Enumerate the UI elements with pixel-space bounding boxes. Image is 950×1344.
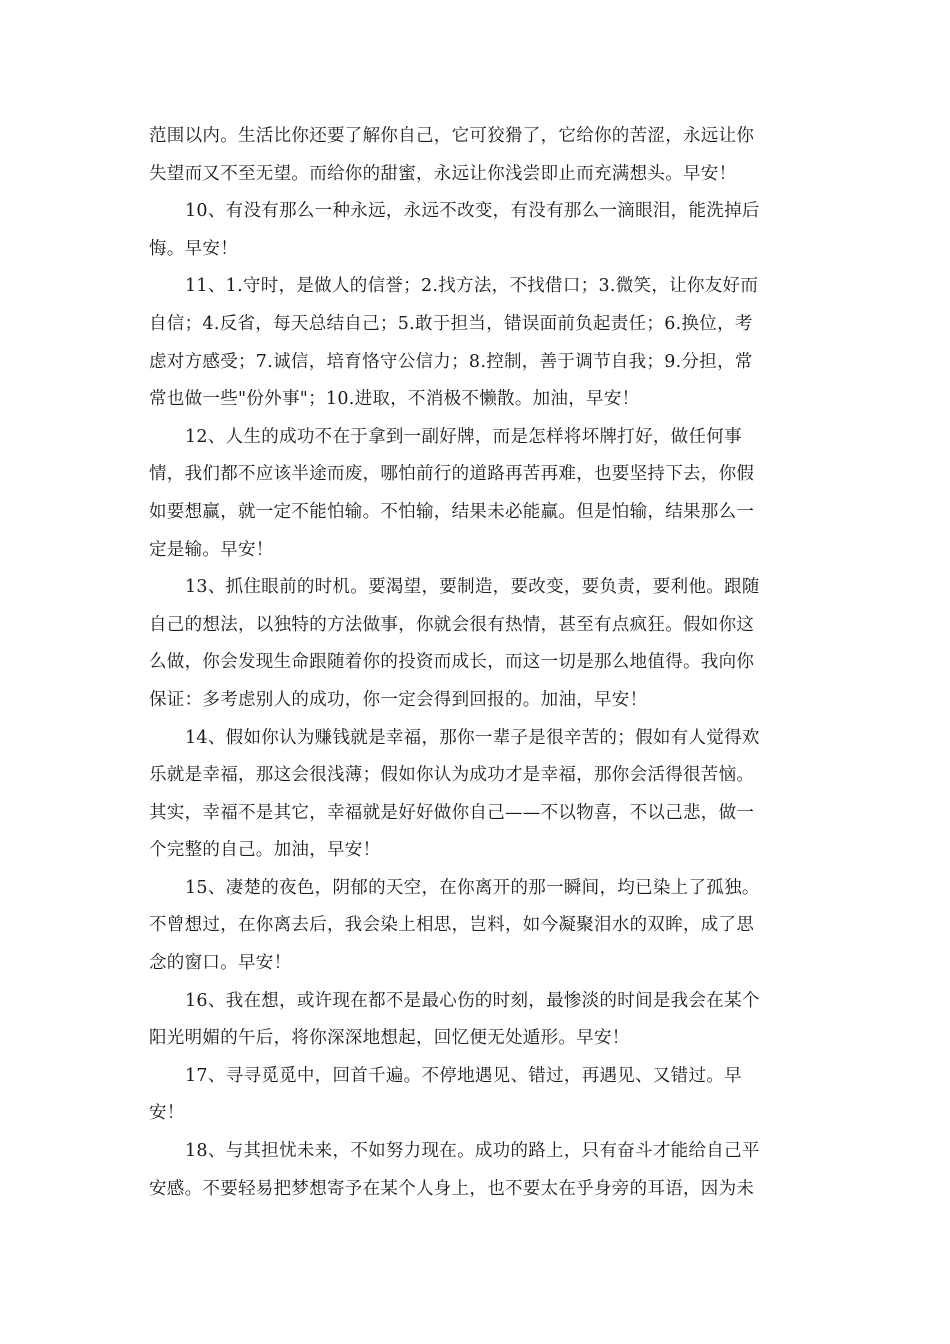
text-line: 乐就是幸福，那这会很浅薄；假如你认为成功才是幸福，那你会活得很苦恼。 <box>149 765 755 786</box>
text-line: 个完整的自己。加油，早安！ <box>149 840 381 861</box>
text-line: 定是输。早安！ <box>149 539 274 560</box>
text-line: 保证：多考虑别人的成功，你一定会得到回报的。加油，早安！ <box>149 689 648 710</box>
paragraph-12-line: 12、人生的成功不在于拿到一副好牌，而是怎样将坏牌打好，做任何事 <box>185 426 742 447</box>
text-line: 失望而又不至无望。而给你的甜蜜，永远让你浅尝即止而充满想头。早安！ <box>149 163 737 184</box>
paragraph-11-line: 11、1.守时，是做人的信誉；2.找方法，不找借口；3.微笑，让你友好而 <box>185 276 759 297</box>
text-line: 情，我们都不应该半途而废，哪怕前行的道路再苦再难，也要坚持下去，你假 <box>149 464 755 485</box>
paragraph-18-line: 18、与其担忧未来，不如努力现在。成功的路上，只有奋斗才能给自己平 <box>185 1141 760 1162</box>
text-line: 常也做一些"份外事"；10.进取，不消极不懒散。加油，早安！ <box>149 389 640 410</box>
text-line: 安感。不要轻易把梦想寄予在某个人身上，也不要太在乎身旁的耳语，因为未 <box>149 1178 755 1199</box>
text-line: 其实，幸福不是其它，幸福就是好好做你自己——不以物喜，不以己悲，做一 <box>149 802 755 823</box>
paragraph-16-line: 16、我在想，或许现在都不是最心伤的时刻，最惨淡的时间是我会在某个 <box>185 990 760 1011</box>
text-line: 不曾想过，在你离去后，我会染上相思，岂料，如今凝聚泪水的双眸，成了思 <box>149 915 755 936</box>
text-line: 范围以内。生活比你还要了解你自己，它可狡猾了，它给你的苦涩，永远让你 <box>149 126 755 146</box>
paragraph-14-line: 14、假如你认为赚钱就是幸福，那你一辈子是很辛苦的；假如有人觉得欢 <box>185 727 760 748</box>
document-body <box>149 118 801 1208</box>
paragraph-17-line: 17、寻寻觅觅中，回首千遍。不停地遇见、错过，再遇见、又错过。早 <box>185 1065 742 1086</box>
paragraph-10-line: 10、有没有那么一种永远，永远不改变，有没有那么一滴眼泪，能洗掉后 <box>185 201 760 222</box>
text-line: 如要想赢，就一定不能怕输。不怕输，结果未必能赢。但是怕输，结果那么一 <box>149 501 755 522</box>
text-line: 自信；4.反省，每天总结自己；5.敢于担当，错误面前负起责任；6.换位，考 <box>149 313 753 334</box>
text-line: 自己的想法，以独特的方法做事，你就会很有热情，甚至有点疯狂。假如你这 <box>149 614 755 635</box>
text-line: 阳光明媚的午后，将你深深地想起，回忆便无处遁形。早安！ <box>149 1028 630 1049</box>
paragraph-13-line: 13、抓住眼前的时机。要渴望，要制造，要改变，要负责，要利他。跟随 <box>185 577 760 598</box>
text-line: 安！ <box>149 1103 185 1124</box>
text-line: 么做，你会发现生命跟随着你的投资而成长，而这一切是那么地值得。我向你 <box>149 652 755 673</box>
paragraph-15-line: 15、凄楚的夜色，阴郁的天空，在你离开的那一瞬间，均已染上了孤独。 <box>185 877 760 898</box>
text-line: 虑对方感受；7.诚信，培育恪守公信力；8.控制，善于调节自我；9.分担，常 <box>149 351 753 372</box>
text-line: 悔。早安！ <box>149 238 238 259</box>
text-line: 念的窗口。早安！ <box>149 953 292 974</box>
